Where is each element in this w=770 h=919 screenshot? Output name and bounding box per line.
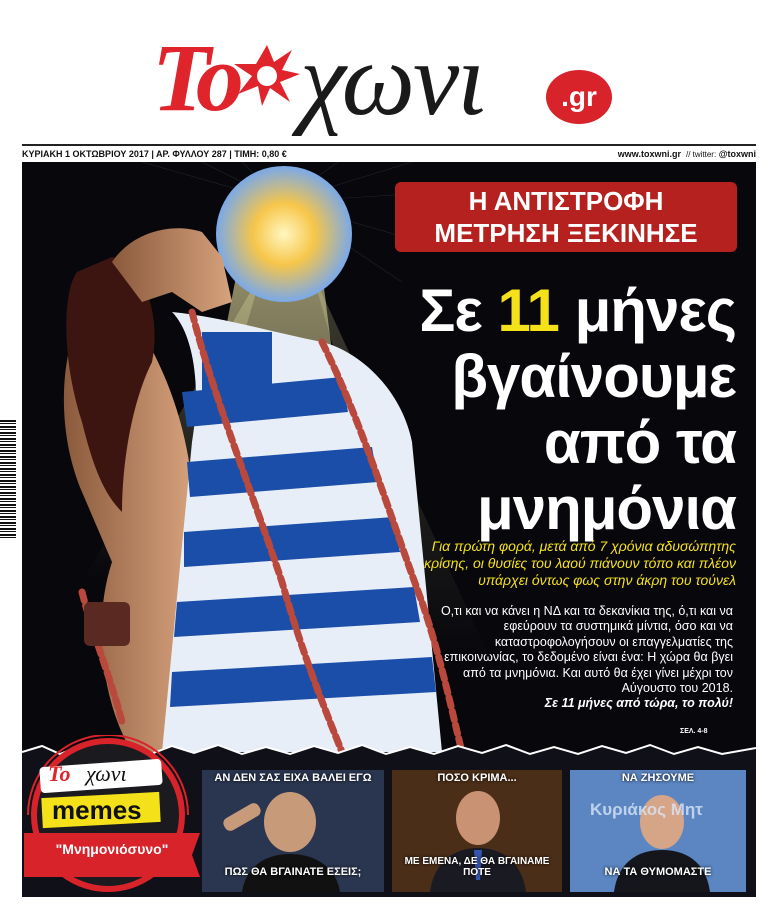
headline-pre: Σε bbox=[419, 277, 498, 344]
main-headline bbox=[380, 278, 736, 542]
meme-panel-2[interactable] bbox=[392, 770, 562, 892]
article-body bbox=[420, 604, 733, 712]
meme-3-backdrop-text: Κυριάκος Μητ bbox=[590, 800, 703, 819]
masthead bbox=[0, 0, 770, 140]
headline-line-4: μνημόνια bbox=[476, 475, 736, 542]
meme-panel-1[interactable] bbox=[202, 770, 384, 892]
headline-number: 11 bbox=[497, 277, 559, 344]
subtitle: Για πρώτη φορά, μετά από 7 χρόνια αδυσώπητης κρίσης, οι θυσίες του λαού πιάνουν τόπο και πλέον υπάρχει όντως φως στην άκρη του τούνελ bbox=[424, 538, 736, 588]
contact-info bbox=[618, 149, 756, 159]
meme-3-top-caption: ΝΑ ΖΗΣΟΥΜΕ bbox=[621, 772, 695, 784]
logo-main-text: χωνι bbox=[300, 22, 485, 137]
website-link[interactable]: www.toxwni.gr bbox=[617, 149, 681, 159]
twitter-handle[interactable]: @toxwni bbox=[718, 149, 756, 159]
kicker-line-1: Η ΑΝΤΙΣΤΡΟΦΗ bbox=[468, 186, 664, 216]
memes-section-logo bbox=[24, 735, 202, 895]
issue-date-price: ΚΥΡΙΑΚΗ 1 ΟΚΤΩΒΡΙΟΥ 2017 | ΑΡ. ΦΥΛΛΟΥ 287 | ΤΙΜΗ: 0,80 € bbox=[22, 149, 287, 159]
headline-line-2: βγαίνουμε bbox=[451, 343, 736, 410]
kicker-banner bbox=[395, 182, 737, 252]
barcode bbox=[0, 420, 16, 540]
meme-panel-3[interactable] bbox=[570, 770, 746, 892]
memes-logo-main: χωνι bbox=[86, 761, 127, 786]
meme-1-bottom-caption: ΠΩΣ ΘΑ ΒΓΑΙΝΑΤΕ ΕΣΕΙΣ; bbox=[224, 866, 362, 878]
logo-to-text: Το bbox=[152, 24, 238, 131]
headline-post: μήνες bbox=[558, 277, 736, 344]
memes-logo-to: Το bbox=[48, 761, 71, 786]
kicker-line-2: ΜΕΤΡΗΣΗ ΞΕΚΙΝΗΣΕ bbox=[434, 218, 698, 248]
article-body-text: Ο,τι και να κάνει η ΝΔ και τα δεκανίκια της, ό,τι και να εφεύρουν τα συστημικά μίντια, όσο και να καταστροφολογήσουν οι επαγγελματίες της επικοινωνίας, το δεδομένο είναι ένα: Η χώρα θα βγει από τα μνημόνια. Και αυτό θα έχει γίνει μέχρι τον Αύγουστο του 2018. bbox=[440, 604, 733, 696]
issue-info-bar bbox=[22, 144, 756, 162]
meme-2-bottom-caption: ΜΕ ΕΜΕΝΑ, ΔΕ ΘΑ ΒΓΑΙΝΑΜΕ ΠΟΤΕ bbox=[404, 856, 550, 878]
article-body-emphasis: Σε 11 μήνες από τώρα, το πολύ! bbox=[544, 696, 733, 711]
memes-logo-word: memes bbox=[52, 795, 142, 825]
memes-tagline: "Μνημονιόσυνο" bbox=[55, 841, 169, 857]
twitter-label: // twitter: bbox=[685, 150, 717, 159]
headline-line-1 bbox=[380, 278, 736, 344]
meme-3-bottom-caption: ΝΑ ΤΑ ΘΥΜΟΜΑΣΤΕ bbox=[604, 866, 712, 878]
headline-line-3: από τα bbox=[543, 409, 736, 476]
flame-icon bbox=[232, 40, 302, 110]
meme-1-top-caption: ΑΝ ΔΕΝ ΣΑΣ ΕΙΧΑ ΒΑΛΕΙ ΕΓΩ bbox=[214, 772, 372, 784]
logo-domain-badge: .gr bbox=[546, 70, 612, 124]
page-reference: ΣΕΛ. 4-8 bbox=[680, 728, 708, 735]
meme-2-top-caption: ΠΟΣΟ ΚΡΙΜΑ... bbox=[437, 772, 517, 784]
